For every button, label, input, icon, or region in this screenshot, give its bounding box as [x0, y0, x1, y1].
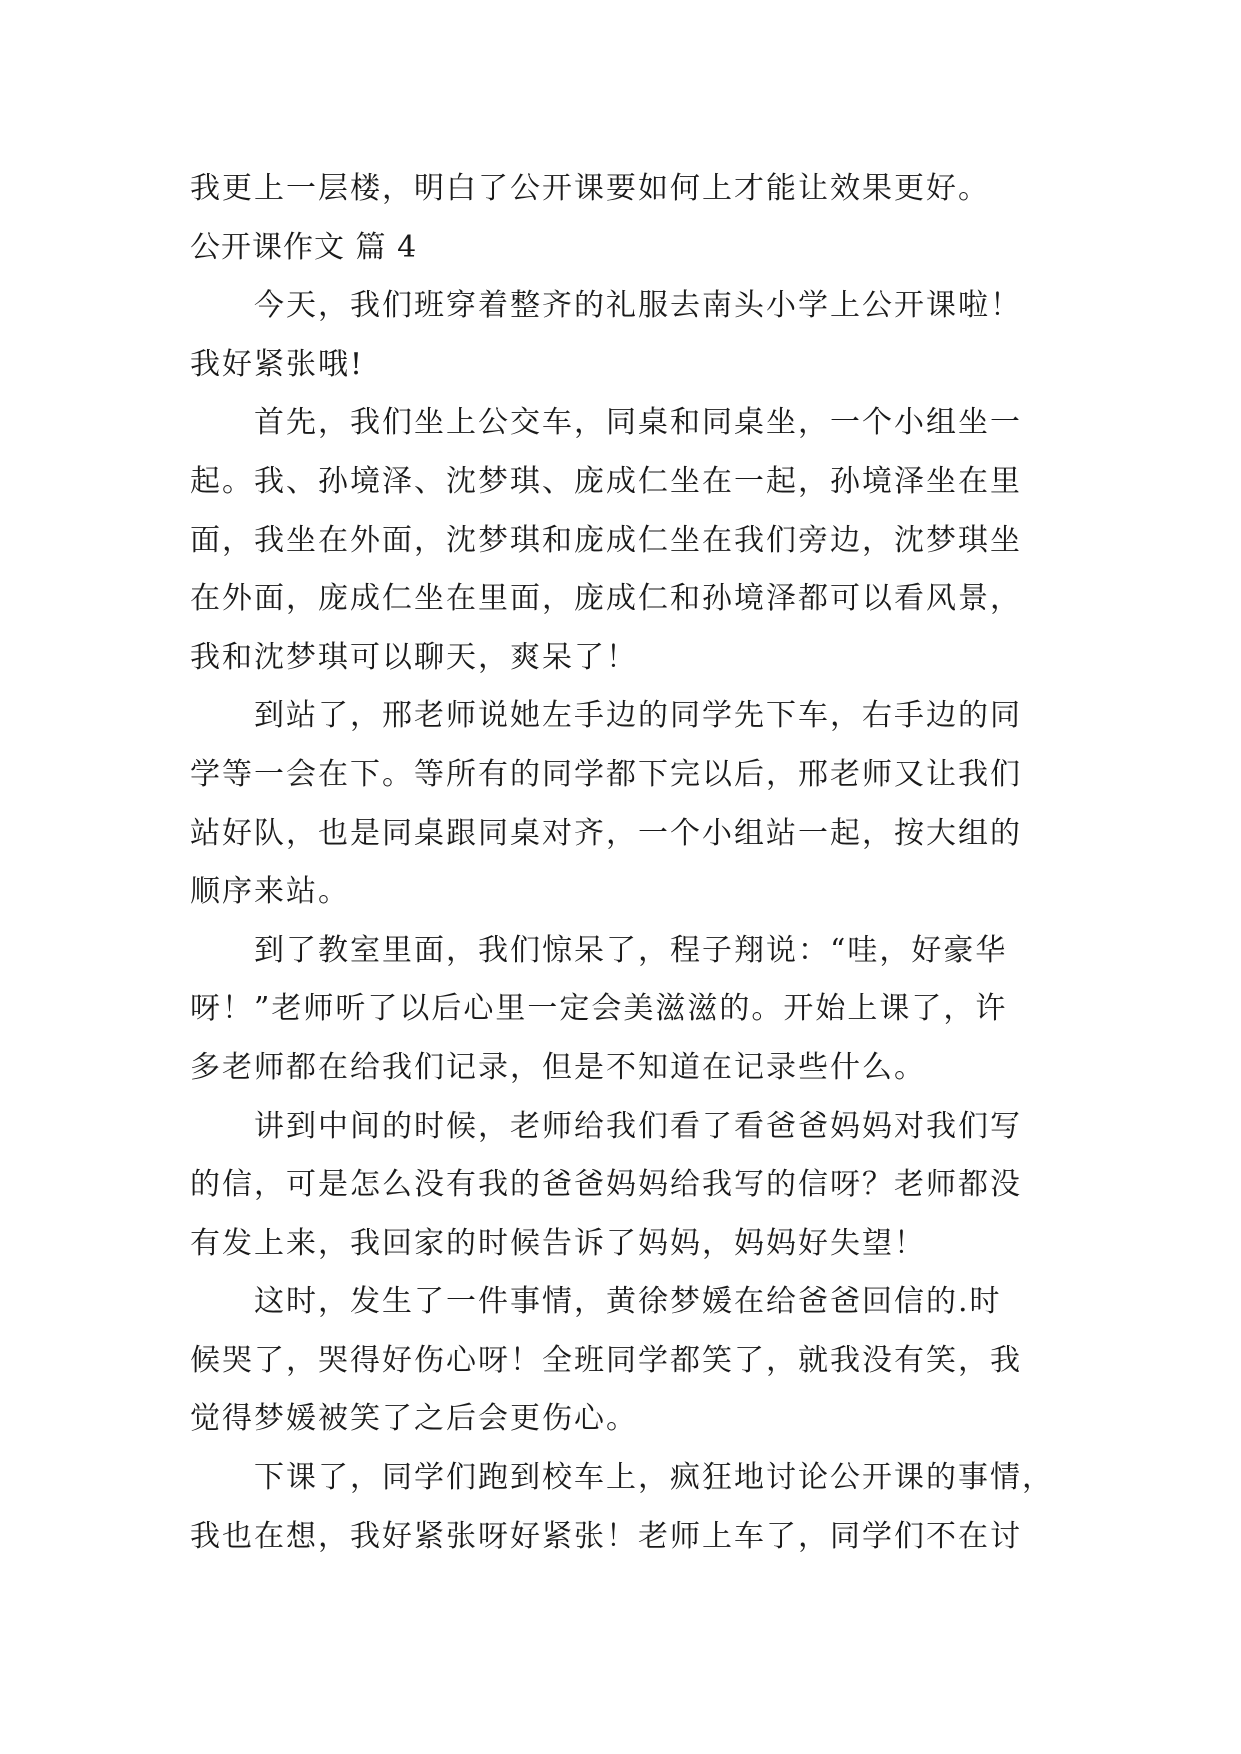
text-line: 的信，可是怎么没有我的爸爸妈妈给我写的信呀？老师都没: [190, 1167, 1022, 1203]
paragraph-start-line: 讲到中间的时候，老师给我们看了看爸爸妈妈对我们写: [254, 1108, 1022, 1144]
text-line: 站好队，也是同桌跟同桌对齐，一个小组站一起，按大组的: [190, 815, 1022, 851]
text-line: 我也在想，我好紧张呀好紧张！老师上车了，同学们不在讨: [190, 1518, 1022, 1554]
paragraph-start-line: 到了教室里面，我们惊呆了，程子翔说：“哇，好豪华: [254, 932, 1008, 968]
text-line: 起。我、孙境泽、沈梦琪、庞成仁坐在一起，孙境泽坐在里: [190, 463, 1022, 499]
text-line: 多老师都在给我们记录，但是不知道在记录些什么。: [190, 1049, 926, 1085]
paragraph-start-line: 到站了，邢老师说她左手边的同学先下车，右手边的同: [254, 698, 1022, 734]
text-line: 在外面，庞成仁坐在里面，庞成仁和孙境泽都可以看风景，: [190, 581, 1022, 617]
text-line: 有发上来，我回家的时候告诉了妈妈，妈妈好失望！: [190, 1225, 926, 1261]
text-line: 顺序来站。: [190, 874, 350, 910]
paragraph-start-line: 这时，发生了一件事情，黄徐梦媛在给爸爸回信的.时: [254, 1284, 1002, 1320]
paragraph-start-line: 下课了，同学们跑到校车上，疯狂地讨论公开课的事情，: [254, 1460, 1054, 1496]
text-line: 我和沈梦琪可以聊天，爽呆了！: [190, 639, 638, 675]
section-heading: 公开课作文 篇 4: [190, 229, 418, 265]
text-line: 觉得梦媛被笑了之后会更伤心。: [190, 1401, 638, 1437]
text-line: 我好紧张哦!: [190, 346, 365, 382]
document-body: [190, 160, 1052, 1566]
text-line: 呀！”老师听了以后心里一定会美滋滋的。开始上课了，许: [190, 991, 1008, 1027]
paragraph-start-line: 今天，我们班穿着整齐的礼服去南头小学上公开课啦！: [254, 288, 1022, 324]
text-line: 我更上一层楼，明白了公开课要如何上才能让效果更好。: [190, 171, 990, 206]
text-line: 学等一会在下。等所有的同学都下完以后，邢老师又让我们: [190, 756, 1022, 792]
text-line: 面，我坐在外面，沈梦琪和庞成仁坐在我们旁边，沈梦琪坐: [190, 522, 1022, 558]
text-line: 候哭了，哭得好伤心呀！全班同学都笑了，就我没有笑，我: [190, 1342, 1022, 1378]
paragraph-start-line: 首先，我们坐上公交车，同桌和同桌坐，一个小组坐一: [254, 405, 1022, 441]
